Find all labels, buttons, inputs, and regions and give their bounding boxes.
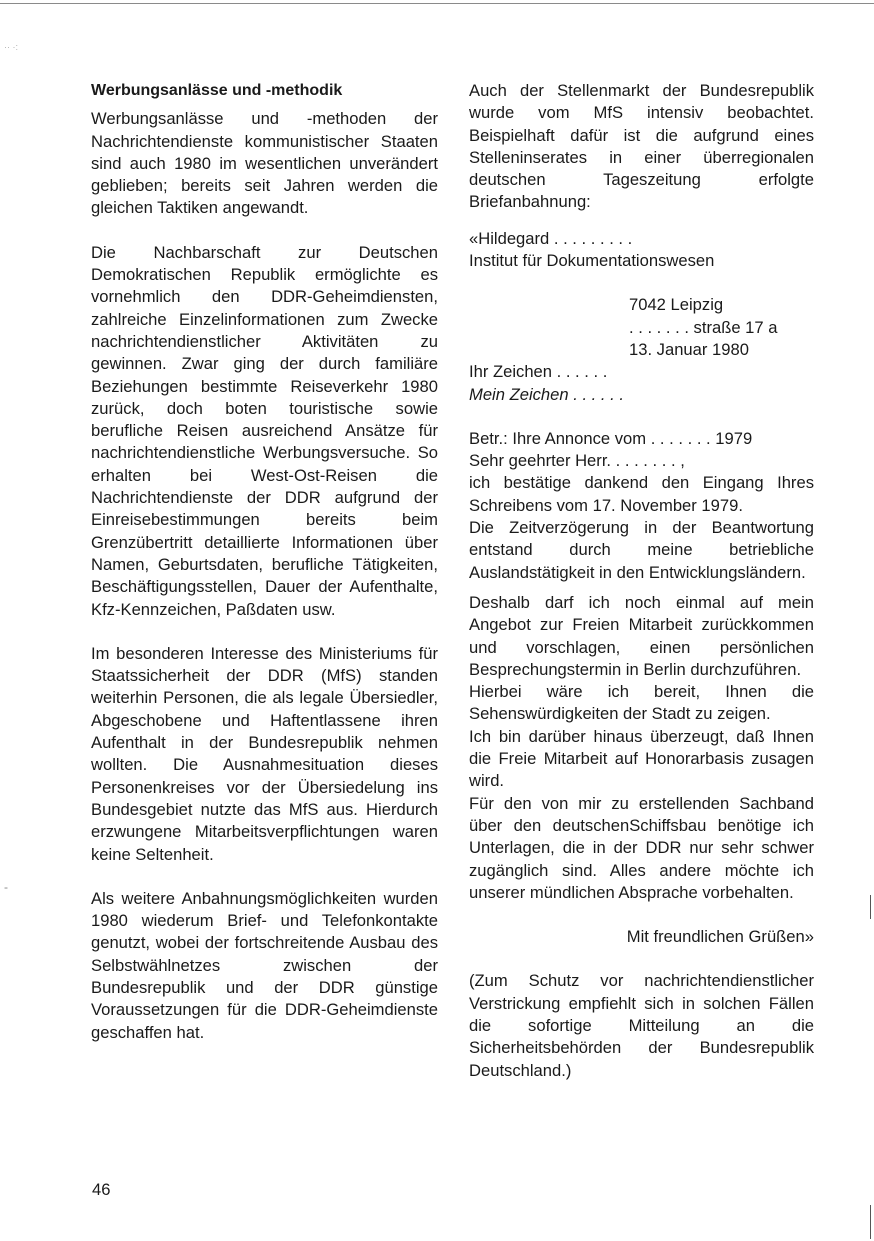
letter-ihr-zeichen: Ihr Zeichen . . . . . . — [469, 362, 608, 382]
letter-mein-zeichen: Mein Zeichen . . . . . . — [469, 384, 624, 404]
scan-margin-mark: - — [4, 880, 8, 894]
right-column — [469, 80, 814, 1082]
letter-date: 13. Januar 1980 — [629, 339, 749, 359]
letter-street: . . . . . . . straße 17 a — [629, 317, 778, 337]
letter — [469, 228, 814, 949]
paragraph-werbungsanlaesse: Werbungsanlässe und -methoden der Nachrichtendienste kommunistischer Staaten sind auch 1980 im wesentlichen unverändert geblieben; bereits seit Jahren werden die gleichen Taktiken angewandt. — [91, 109, 438, 218]
left-column — [91, 80, 438, 1044]
letter-sender-name: «Hildegard . . . . . . . . . — [469, 228, 633, 248]
letter-body-4: Hierbei wäre ich bereit, Ihnen die Sehenswürdigkeiten der Stadt zu zeigen. — [469, 682, 814, 724]
letter-closing: Mit freundlichen Grüßen» — [626, 927, 814, 947]
letter-body-6: Für den von mir zu erstellenden Sachband über den deutschenSchiffsbau benötige ich Unterlagen, die in der DDR nur sehr schwer zugänglich sind. Alles andere möchte ich unserer mündlichen Absprache vorbehalten. — [469, 793, 814, 902]
letter-body-5: Ich bin darüber hinaus überzeugt, daß Ihnen die Freie Mitarbeit auf Honorarbasis zusagen wird. — [469, 726, 814, 791]
letter-body-2: Die Zeitverzögerung in der Beantwortung entstand durch meine betriebliche Auslandstätigkeit in den Entwicklungsländern. — [469, 518, 814, 582]
letter-body-1: ich bestätige dankend den Eingang Ihres Schreibens vom 17. November 1979. — [469, 473, 814, 515]
letter-subject: Betr.: Ihre Annonce vom . . . . . . . 1979 — [469, 428, 753, 448]
letter-body-3: Deshalb darf ich noch einmal auf mein Angebot zur Freien Mitarbeit zurückkommen und vorschlagen, einen persönlichen Besprechungstermin in Berlin durchzuführen. — [469, 592, 814, 679]
letter-city: 7042 Leipzig — [629, 295, 724, 315]
section-heading: Werbungsanlässe und -methodik — [91, 82, 343, 99]
page-number: 46 — [92, 1180, 111, 1199]
paragraph-schutzhinweis: (Zum Schutz vor nachrichtendienstlicher Verstrickung empfiehlt sich in solchen Fällen die sofortige Mitteilung an die Sicherheitsbehörden der Bundesrepublik Deutschland.) — [469, 971, 814, 1080]
scan-top-edge — [0, 3, 874, 4]
paragraph-anbahnung: Als weitere Anbahnungsmöglichkeiten wurden 1980 wiederum Brief- und Telefonkontakte genutzt, wobei der fortschreitende Ausbau des Selbstwählnetzes zwischen der Bundesrepublik und der DDR günstige Voraussetzungen für die DDR-Geheimdienste geschaffen hat. — [91, 888, 438, 1042]
letter-institute: Institut für Dokumentationswesen — [469, 251, 715, 271]
paragraph-stellenmarkt: Auch der Stellenmarkt der Bundesrepublik wurde vom MfS intensiv beobachtet. Beispielhaft dafür ist die aufgrund eines Stelleninserates in einer überregionalen deutschen Tageszeitung erfolgte Briefanbahnung: — [469, 81, 814, 212]
paragraph-mfs-interesse: Im besonderen Interesse des Ministeriums für Staatssicherheit der DDR (MfS) standen weiterhin Personen, die als legale Übersiedler, Abgeschobene und Haftentlassene ihren Aufenthalt in der Bundesrepublik nehmen wollten. Die Ausnahmesituation dieses Personenkreises vor der Übersiedelung ins Bundesgebiet nutzte das MfS aus. Hierdurch erzwungene Mitarbeitsverpflichtungen waren keine Seltenheit. — [91, 643, 438, 864]
scan-edge-mark — [870, 895, 871, 919]
scan-specks: ·· ·: — [4, 42, 18, 52]
paragraph-nachbarschaft: Die Nachbarschaft zur Deutschen Demokratischen Republik ermöglichte es vornehmlich den DDR-Geheimdiensten, zahlreiche Einzelinformationen zum Zwecke nachrichtendienstlicher Aktivitäten zu gewinnen. Zwar ging der durch familiäre Beziehungen bestimmte Reiseverkehr 1980 zurück, doch boten touristische sowie berufliche Reisen ausreichend Ansätze für nachrichtendienstliche Werbungsversuche. So erhalten bei West-Ost-Reisen die Nachrichtendienste der DDR aufgrund der Einreisebestimmungen bereits beim Grenzübertritt detaillierte Informationen über Namen, Geburtsdaten, berufliche Tätigkeiten, Beschäftigungsstellen, Dauer der Aufenthalte, Kfz-Kennzeichen, Paßdaten usw. — [91, 242, 438, 619]
scan-edge-mark — [870, 1205, 871, 1239]
letter-salutation: Sehr geehrter Herr. . . . . . . . , — [469, 451, 685, 471]
